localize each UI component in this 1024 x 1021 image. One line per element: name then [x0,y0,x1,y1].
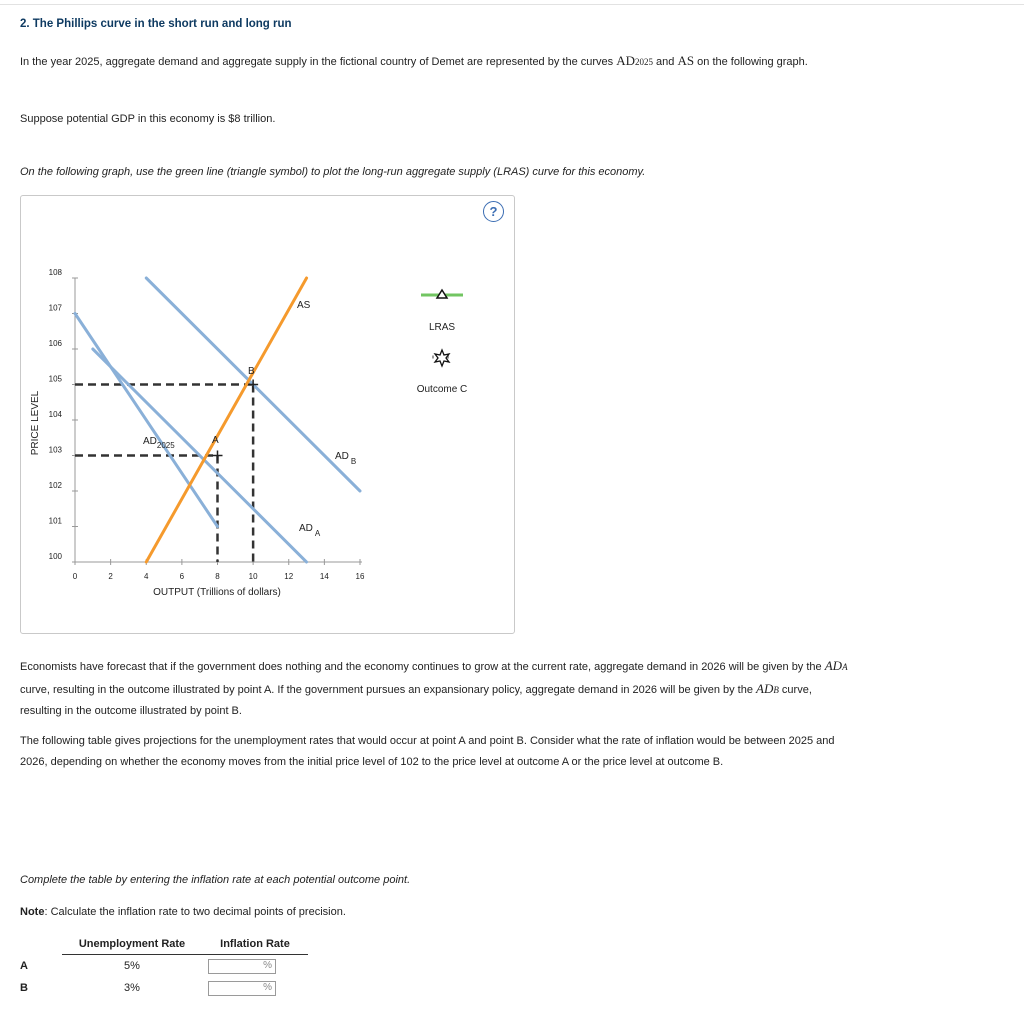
percent-unit-b: % [263,981,272,993]
lras-tool-label: LRAS [428,322,456,333]
table-row [20,977,308,999]
row-label-b: B [20,982,28,994]
adb-symbol: ADB [756,681,779,696]
curve-ad2025 [75,314,218,527]
x-tick-label: 8 [215,572,220,581]
y-ticks [49,268,78,562]
ad2025-symbol: AD2025 [616,53,653,68]
y-tick-label: 105 [48,374,62,384]
row-label-a: A [20,959,28,972]
y-tick-label: 107 [48,303,62,313]
inflation-input-b[interactable] [209,982,269,995]
x-tick-label: 12 [284,572,294,581]
adb-label: AD $_B$ [335,451,357,466]
lras-tool[interactable] [421,290,463,298]
potential-gdp-text: Suppose potential GDP in this economy is $8 trillion. [20,113,276,125]
point-markers [213,380,259,461]
point-a-label: A [212,435,219,446]
x-tick-label: 0 [72,572,78,581]
note-text: Note: Calculate the inflation rate to two decimal points of precision. [20,906,346,918]
ad2025-label: $AD_{2025}$ [143,436,175,450]
inflation-input-a-box [208,959,276,974]
intro-paragraph: In the year 2025, aggregate demand and aggregate supply in the fictional country of Demet are represented by the curves AD2025 and AS on the following graph. [20,53,808,68]
x-tick-label: 16 [355,572,365,581]
x-axis-label: OUTPUT (Trillions of dollars) [153,587,281,598]
curves [75,278,360,562]
percent-unit-a: % [263,959,272,971]
question-mark-icon[interactable]: ? [483,201,504,222]
as-label: AS [297,300,311,311]
y-tick-label: 103 [48,445,62,455]
outcome-c-tool-label: Outcome C [416,384,468,395]
y-axis-label: PRICE LEVEL [30,390,41,456]
inflation-input-a[interactable] [209,960,269,973]
table-instruction: Complete the table by entering the inflation rate at each potential outcome point. [20,874,411,886]
y-tick-label: 101 [48,516,62,526]
graph-instruction: On the following graph, use the green line (triangle symbol) to plot the long-run aggregate supply (LRAS) curve for this economy. [20,166,646,178]
x-tick-label: 14 [319,572,329,581]
curve-ada [93,349,307,562]
x-tick-label: 2 [108,572,113,581]
question-title: 2. The Phillips curve in the short run and long run [20,18,292,30]
x-tick-label: 4 [144,572,149,581]
guide-lines [75,385,253,563]
table-header-row [20,934,308,955]
table-row [20,955,308,978]
projection-paragraph: The following table gives projections for the unemployment rates that would occur at point A and point B. Consider what the rate of inflation would be between 2025 and 2026, depending on whether the economy moves from the initial price level of 102 to the price level at outcome A or the price level at outcome B. [20,735,835,768]
y-tick-label: 102 [48,481,62,490]
unemployment-a: 5% [124,960,140,972]
y-tick-label: 104 [48,410,62,419]
inflation-header: Inflation Rate [202,934,308,955]
scenario-paragraph: Economists have forecast that if the government does nothing and the economy continues to grow at the current rate, aggregate demand in 2026 will be given by the ADA curve, resulting in the outcome illustrated by point A. If the government pursues an expansionary policy, aggregate demand in 2026 will be given by the ADB curve, resulting in the outcome illustrated by point B. [20,658,848,717]
x-tick-label: 10 [248,572,258,581]
x-tick-label: 6 [179,572,185,581]
y-tick-label: 108 [48,268,62,277]
unemployment-b: 3% [124,982,140,994]
ada-symbol: ADA [824,658,848,673]
unemployment-header: Unemployment Rate [62,934,202,955]
ada-label: AD $_A$ [299,523,321,538]
inflation-input-b-box [208,981,276,996]
curve-as [146,278,306,562]
point-b-label: B [248,366,255,377]
y-tick-label: 100 [48,552,62,561]
y-tick-label: 106 [48,339,62,348]
outcome-c-tool[interactable] [432,350,452,366]
inflation-table [20,934,308,999]
as-symbol: AS [677,53,695,68]
